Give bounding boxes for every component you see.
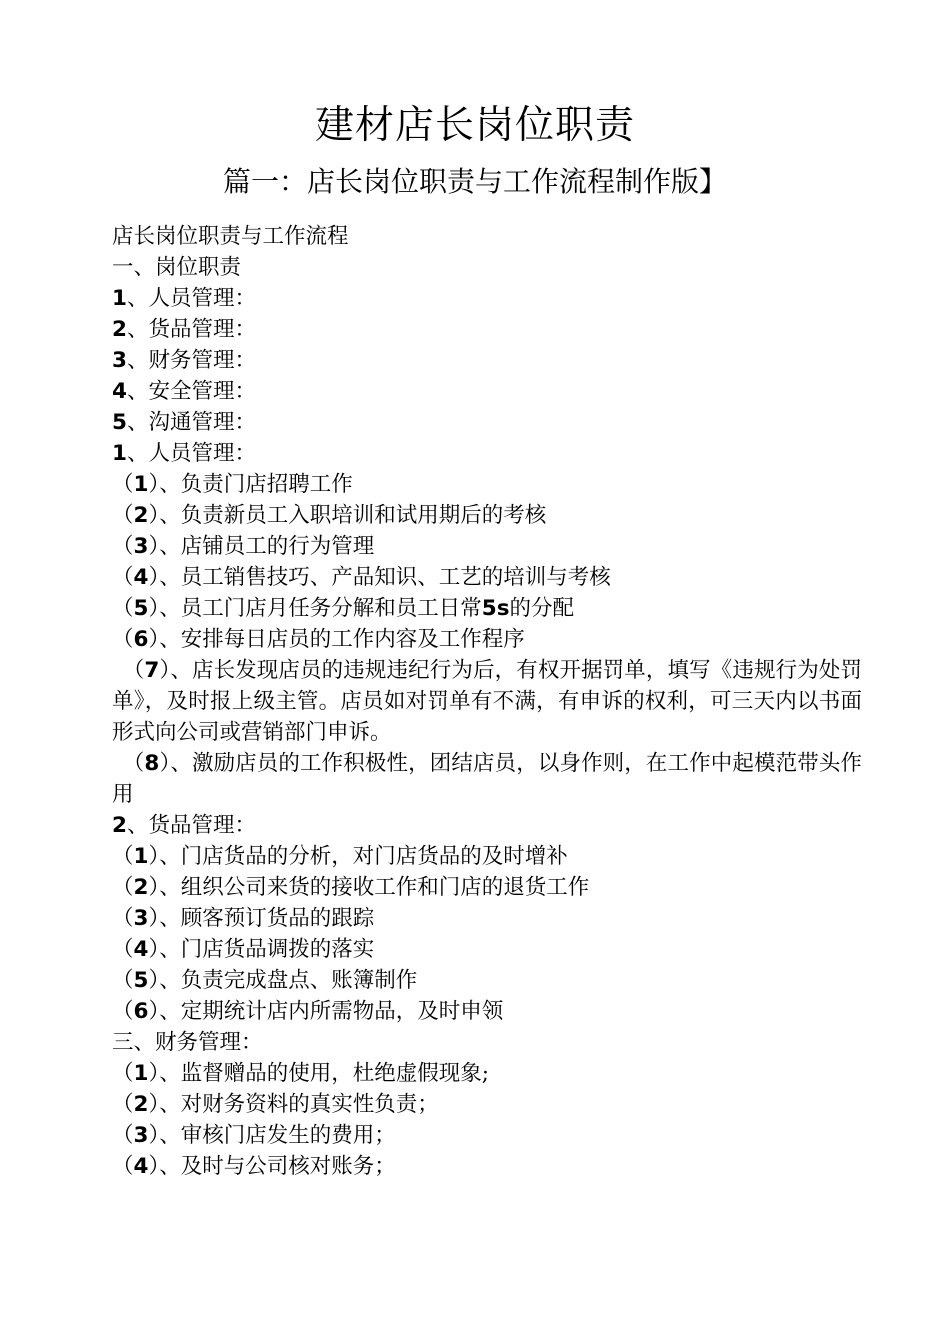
section-heading: 2、货品管理：	[112, 813, 256, 838]
section-heading: 店长岗位职责与工作流程	[112, 224, 349, 249]
section-heading: 1、人员管理：	[112, 441, 256, 466]
list-item: （1）、负责门店招聘工作	[112, 472, 353, 497]
list-item: （5）、员工门店月任务分解和员工日常5s的分配	[112, 596, 575, 621]
list-item: （2）、对财务资料的真实性负责；	[112, 1092, 439, 1117]
list-item: 3、财务管理：	[112, 348, 256, 373]
list-item: （4）、及时与公司核对账务；	[112, 1154, 396, 1179]
document-title: 建材店长岗位职责	[314, 103, 635, 148]
list-item: （6）、定期统计店内所需物品，及时申领	[112, 999, 504, 1024]
list-item: （4）、门店货品调拨的落实	[112, 937, 375, 962]
list-item: （3）、顾客预订货品的跟踪	[112, 906, 375, 931]
list-paragraph: （8）、激励店员的工作积极性，团结店员，以身作则，在工作中起模范带头作用	[112, 751, 862, 807]
list-item: （1）、门店货品的分析，对门店货品的及时增补	[112, 844, 568, 869]
list-item: （2）、负责新员工入职培训和试用期后的考核	[112, 503, 547, 528]
list-item: （4）、员工销售技巧、产品知识、工艺的培训与考核	[112, 565, 611, 590]
list-item: （5）、负责完成盘点、账簿制作	[112, 968, 418, 993]
list-item: 4、安全管理：	[112, 379, 256, 404]
list-item: （6）、安排每日店员的工作内容及工作程序	[112, 627, 525, 652]
list-item: （1）、监督赠品的使用，杜绝虚假现象;	[112, 1061, 489, 1086]
list-paragraph: （7）、店长发现店员的违规违纪行为后，有权开据罚单，填写《违规行为处罚单》，及时报上级主管。店员如对罚单有不满，有申诉的权利，可三天内以书面形式向公司或营销部门申诉。	[112, 658, 862, 745]
list-item: 5、沟通管理：	[112, 410, 256, 435]
list-item: 2、货品管理：	[112, 317, 256, 342]
section-heading: 三、财务管理：	[112, 1030, 263, 1055]
document-subtitle: 篇一：店长岗位职责与工作流程制作版】	[222, 165, 727, 198]
list-item: 1、人员管理：	[112, 286, 256, 311]
list-item: （3）、店铺员工的行为管理	[112, 534, 375, 559]
document-body	[112, 221, 862, 1182]
list-item: （3）、审核门店发生的费用；	[112, 1123, 396, 1148]
section-heading: 一、岗位职责	[112, 255, 242, 280]
list-item: （2）、组织公司来货的接收工作和门店的退货工作	[112, 875, 590, 900]
